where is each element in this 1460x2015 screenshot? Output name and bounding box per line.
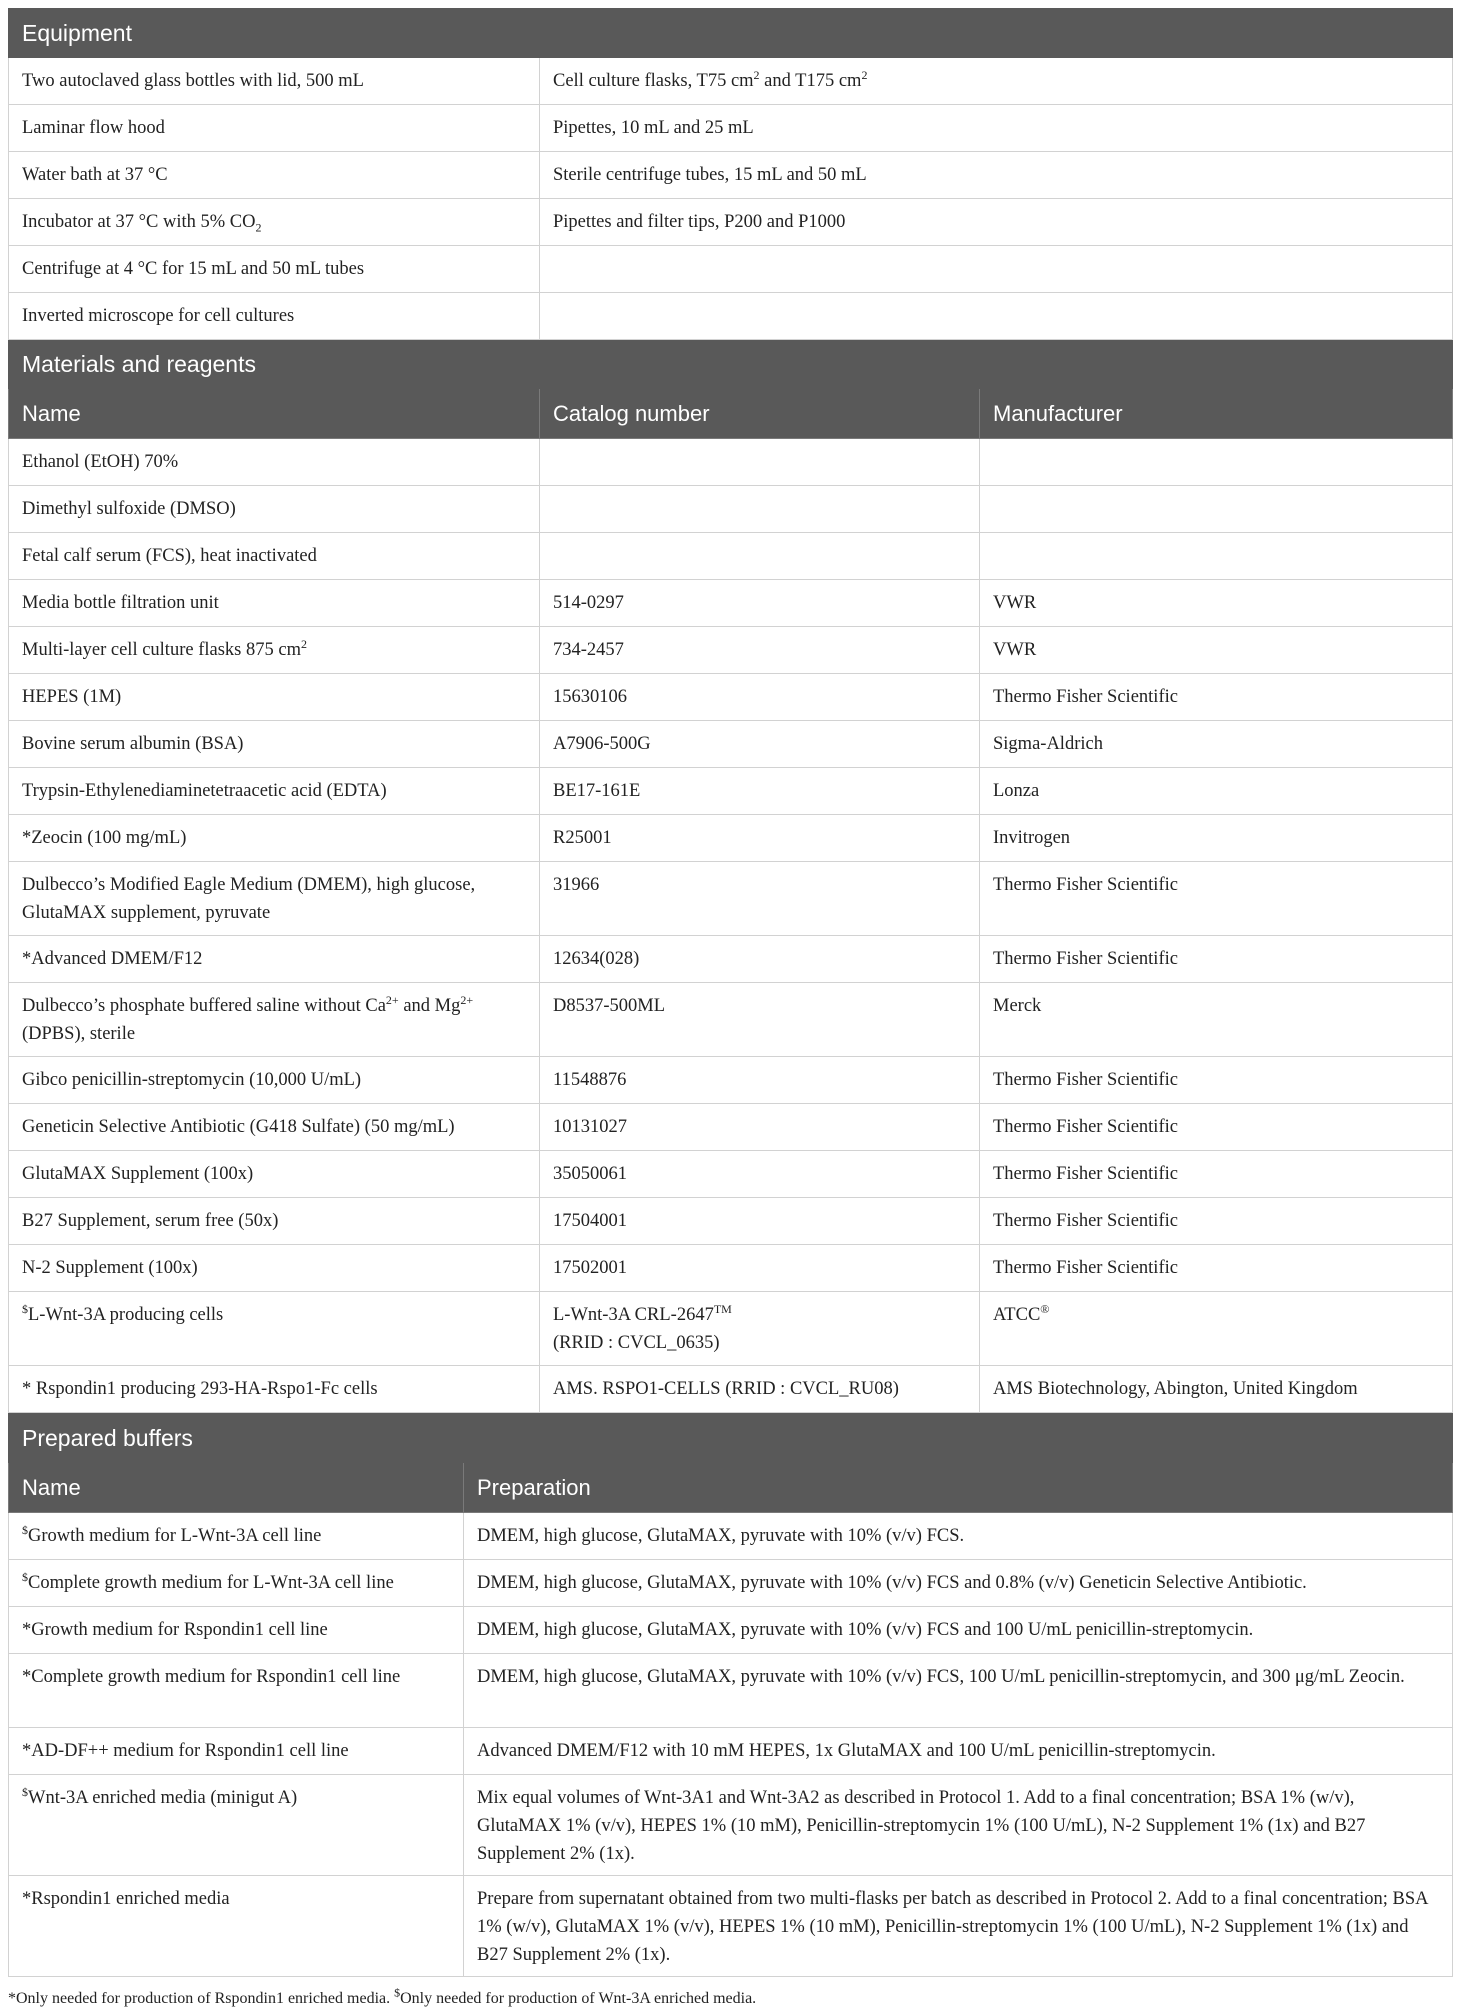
- material-manufacturer: [980, 439, 1453, 486]
- material-name: Fetal calf serum (FCS), heat inactivated: [9, 533, 540, 580]
- material-name: Ethanol (EtOH) 70%: [9, 439, 540, 486]
- buffer-name: $Complete growth medium for L-Wnt-3A cell line: [9, 1560, 464, 1607]
- material-name: Media bottle filtration unit: [9, 580, 540, 627]
- material-row: [9, 674, 1453, 721]
- material-name: * Rspondin1 producing 293-HA-Rspo1-Fc cells: [9, 1366, 540, 1413]
- equipment-row: [9, 199, 1453, 246]
- material-name: *Zeocin (100 mg/mL): [9, 815, 540, 862]
- material-manufacturer: [980, 533, 1453, 580]
- equipment-cell: Pipettes, 10 mL and 25 mL: [540, 105, 1453, 152]
- buffer-row: [9, 1513, 1453, 1560]
- equipment-row: [9, 293, 1453, 340]
- material-manufacturer: ATCC®: [980, 1292, 1453, 1366]
- material-row: [9, 1366, 1453, 1413]
- equipment-cell: Pipettes and filter tips, P200 and P1000: [540, 199, 1453, 246]
- equipment-cell: Centrifuge at 4 °C for 15 mL and 50 mL tubes: [9, 246, 540, 293]
- material-manufacturer: Thermo Fisher Scientific: [980, 1104, 1453, 1151]
- material-name: Dimethyl sulfoxide (DMSO): [9, 486, 540, 533]
- material-row: [9, 768, 1453, 815]
- material-catalog: 31966: [540, 862, 980, 936]
- reagents-table-document: [8, 8, 1452, 1977]
- buffer-row: [9, 1560, 1453, 1607]
- materials-column-headers: [9, 389, 1453, 439]
- equipment-materials-table: [8, 8, 1453, 1413]
- material-manufacturer: Lonza: [980, 768, 1453, 815]
- material-row: [9, 486, 1453, 533]
- material-manufacturer: Sigma-Aldrich: [980, 721, 1453, 768]
- section-header-buffers: [9, 1414, 1453, 1463]
- material-manufacturer: Thermo Fisher Scientific: [980, 674, 1453, 721]
- material-manufacturer: Thermo Fisher Scientific: [980, 862, 1453, 936]
- equipment-cell: Two autoclaved glass bottles with lid, 500 mL: [9, 58, 540, 105]
- material-row: [9, 1151, 1453, 1198]
- column-header-preparation: Preparation: [464, 1463, 1453, 1513]
- equipment-row: [9, 246, 1453, 293]
- buffer-name: $Growth medium for L-Wnt-3A cell line: [9, 1513, 464, 1560]
- buffer-preparation: Mix equal volumes of Wnt-3A1 and Wnt-3A2 as described in Protocol 1. Add to a final concentration; BSA 1% (w/v), GlutaMAX 1% (v/v), HEPES 1% (10 mM), Penicillin-streptomycin 1% (100 U/mL), N-2 Supplement 1% (1x) and B27 Supplement 2% (1x).: [464, 1775, 1453, 1876]
- material-name: B27 Supplement, serum free (50x): [9, 1198, 540, 1245]
- material-catalog: BE17-161E: [540, 768, 980, 815]
- material-manufacturer: Thermo Fisher Scientific: [980, 1151, 1453, 1198]
- material-name: Gibco penicillin-streptomycin (10,000 U/mL): [9, 1057, 540, 1104]
- section-title-materials: Materials and reagents: [9, 340, 1453, 389]
- material-catalog: 10131027: [540, 1104, 980, 1151]
- material-catalog: [540, 439, 980, 486]
- material-name: GlutaMAX Supplement (100x): [9, 1151, 540, 1198]
- material-manufacturer: AMS Biotechnology, Abington, United Kingdom: [980, 1366, 1453, 1413]
- buffer-name: *Growth medium for Rspondin1 cell line: [9, 1607, 464, 1654]
- material-manufacturer: Thermo Fisher Scientific: [980, 936, 1453, 983]
- buffer-preparation: DMEM, high glucose, GlutaMAX, pyruvate with 10% (v/v) FCS and 100 U/mL penicillin-streptomycin.: [464, 1607, 1453, 1654]
- material-catalog: [540, 486, 980, 533]
- buffer-name: *AD-DF++ medium for Rspondin1 cell line: [9, 1728, 464, 1775]
- material-catalog: 17504001: [540, 1198, 980, 1245]
- material-name: Multi-layer cell culture flasks 875 $cm^2$: [9, 627, 540, 674]
- material-name: Geneticin Selective Antibiotic (G418 Sulfate) (50 mg/mL): [9, 1104, 540, 1151]
- material-row: [9, 721, 1453, 768]
- material-catalog: 514-0297: [540, 580, 980, 627]
- buffer-row: [9, 1876, 1453, 1977]
- material-row: [9, 862, 1453, 936]
- column-header-manufacturer: Manufacturer: [980, 389, 1453, 439]
- column-header-catalog: Catalog number: [540, 389, 980, 439]
- material-name: HEPES (1M): [9, 674, 540, 721]
- material-row: [9, 627, 1453, 674]
- equipment-cell: Laminar flow hood: [9, 105, 540, 152]
- material-name: Dulbecco’s phosphate buffered saline without $Ca^{2+}$ and $Mg^{2+}$ (DPBS), sterile: [9, 983, 540, 1057]
- material-manufacturer: Merck: [980, 983, 1453, 1057]
- section-header-materials: [9, 340, 1453, 389]
- equipment-cell: Incubator at 37 °C with 5% $CO_2$: [9, 199, 540, 246]
- buffer-name: *Complete growth medium for Rspondin1 cell line: [9, 1654, 464, 1728]
- material-name: $L-Wnt-3A producing cells: [9, 1292, 540, 1366]
- buffer-row: [9, 1654, 1453, 1728]
- equipment-cell: [540, 246, 1453, 293]
- buffer-row: [9, 1607, 1453, 1654]
- buffer-preparation: Advanced DMEM/F12 with 10 mM HEPES, 1x GlutaMAX and 100 U/mL penicillin-streptomycin.: [464, 1728, 1453, 1775]
- material-name: *Advanced DMEM/F12: [9, 936, 540, 983]
- material-manufacturer: VWR: [980, 627, 1453, 674]
- material-row: [9, 580, 1453, 627]
- equipment-cell: Inverted microscope for cell cultures: [9, 293, 540, 340]
- material-catalog: 17502001: [540, 1245, 980, 1292]
- section-header-equipment: [9, 9, 1453, 58]
- buffer-preparation: Prepare from supernatant obtained from two multi-flasks per batch as described in Protocol 2. Add to a final concentration; BSA 1% (w/v), GlutaMAX 1% (v/v), HEPES 1% (10 mM), Penicillin-streptomycin 1% (100 U/mL), N-2 Supplement 1% (1x) and B27 Supplement 2% (1x).: [464, 1876, 1453, 1977]
- material-catalog: L-Wnt-3A CRL-2647™ (RRID : CVCL_0635): [540, 1292, 980, 1366]
- equipment-cell: Cell culture flasks, T75 $cm^2$ and T175 $cm^2$: [540, 58, 1453, 105]
- equipment-row: [9, 58, 1453, 105]
- equipment-cell: [540, 293, 1453, 340]
- column-header-name: Name: [9, 389, 540, 439]
- material-manufacturer: [980, 486, 1453, 533]
- material-catalog: R25001: [540, 815, 980, 862]
- column-header-name: Name: [9, 1463, 464, 1513]
- equipment-row: [9, 152, 1453, 199]
- equipment-cell: Water bath at 37 °C: [9, 152, 540, 199]
- material-row: [9, 983, 1453, 1057]
- material-row: [9, 815, 1453, 862]
- equipment-row: [9, 105, 1453, 152]
- buffer-preparation: DMEM, high glucose, GlutaMAX, pyruvate with 10% (v/v) FCS and 0.8% (v/v) Geneticin Selective Antibiotic.: [464, 1560, 1453, 1607]
- material-catalog: 11548876: [540, 1057, 980, 1104]
- material-row: [9, 936, 1453, 983]
- material-catalog: 15630106: [540, 674, 980, 721]
- buffers-column-headers: [9, 1463, 1453, 1513]
- buffer-row: [9, 1728, 1453, 1775]
- material-row: [9, 1292, 1453, 1366]
- material-row: [9, 1104, 1453, 1151]
- section-title-buffers: Prepared buffers: [9, 1414, 1453, 1463]
- material-catalog: AMS. RSPO1-CELLS (RRID : CVCL_RU08): [540, 1366, 980, 1413]
- material-row: [9, 533, 1453, 580]
- material-name: Bovine serum albumin (BSA): [9, 721, 540, 768]
- material-manufacturer: Thermo Fisher Scientific: [980, 1198, 1453, 1245]
- material-catalog: A7906-500G: [540, 721, 980, 768]
- equipment-cell: Sterile centrifuge tubes, 15 mL and 50 mL: [540, 152, 1453, 199]
- material-row: [9, 1057, 1453, 1104]
- material-row: [9, 1245, 1453, 1292]
- buffer-preparation: DMEM, high glucose, GlutaMAX, pyruvate with 10% (v/v) FCS, 100 U/mL penicillin-streptomycin, and 300 μg/mL Zeocin.: [464, 1654, 1453, 1728]
- material-row: [9, 1198, 1453, 1245]
- material-catalog: [540, 533, 980, 580]
- material-name: Trypsin-Ethylenediaminetetraacetic acid (EDTA): [9, 768, 540, 815]
- prepared-buffers-table: [8, 1413, 1453, 1977]
- material-manufacturer: Thermo Fisher Scientific: [980, 1057, 1453, 1104]
- buffer-row: [9, 1775, 1453, 1876]
- material-manufacturer: Invitrogen: [980, 815, 1453, 862]
- material-catalog: 12634(028): [540, 936, 980, 983]
- material-manufacturer: Thermo Fisher Scientific: [980, 1245, 1453, 1292]
- material-catalog: D8537-500ML: [540, 983, 980, 1057]
- material-manufacturer: VWR: [980, 580, 1453, 627]
- section-title-equipment: Equipment: [9, 9, 1453, 58]
- material-name: N-2 Supplement (100x): [9, 1245, 540, 1292]
- material-row: [9, 439, 1453, 486]
- buffer-name: *Rspondin1 enriched media: [9, 1876, 464, 1977]
- material-catalog: 35050061: [540, 1151, 980, 1198]
- buffer-name: $Wnt-3A enriched media (minigut A): [9, 1775, 464, 1876]
- buffer-preparation: DMEM, high glucose, GlutaMAX, pyruvate with 10% (v/v) FCS.: [464, 1513, 1453, 1560]
- material-catalog: 734-2457: [540, 627, 980, 674]
- table-footnote: *Only needed for production of Rspondin1 enriched media. $Only needed for production of Wnt-3A enriched media.: [8, 1985, 757, 2007]
- material-name: Dulbecco’s Modified Eagle Medium (DMEM), high glucose, GlutaMAX supplement, pyruvate: [9, 862, 540, 936]
